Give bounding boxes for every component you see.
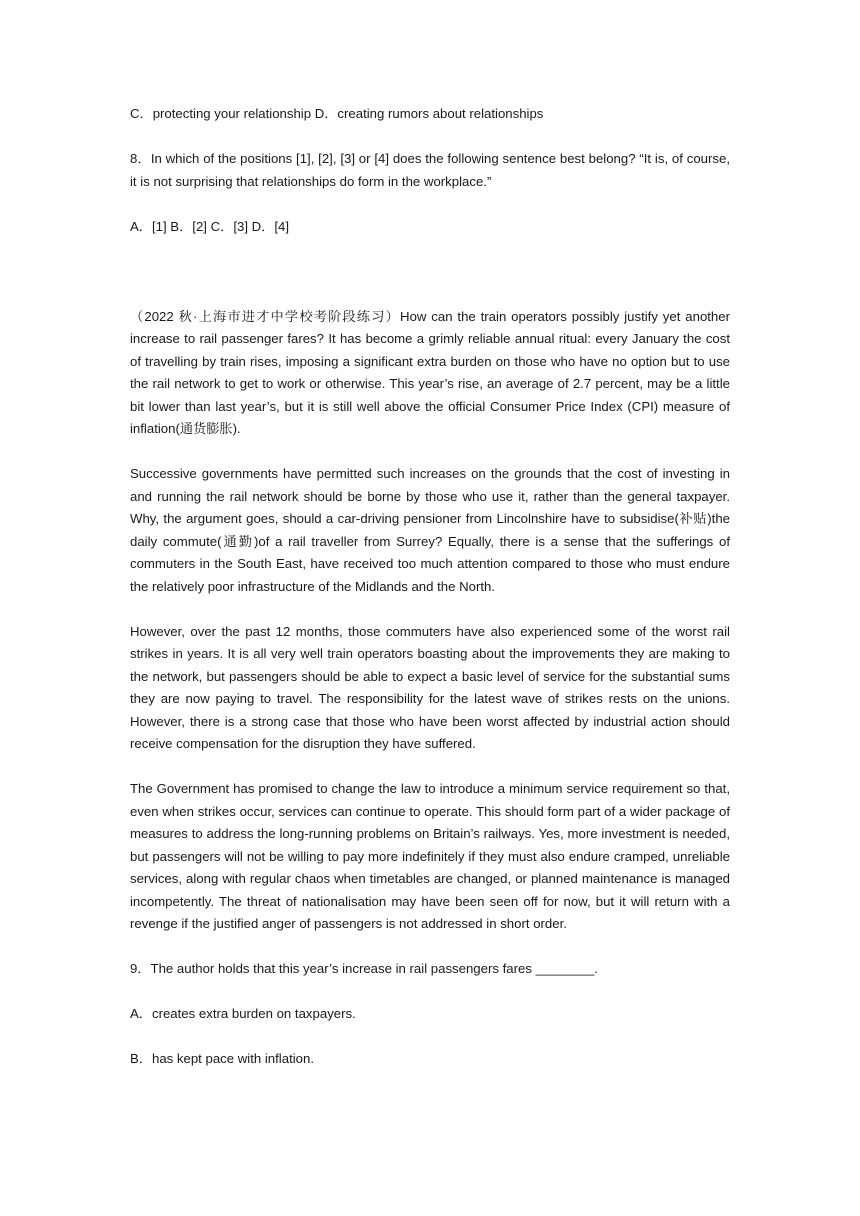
question-8-stem: 8．In which of the positions [1], [2], [3] or [4] does the following sentence best belong? “It is, of course, it is not surprising that relationships do form in the workplace.” <box>130 151 730 189</box>
question-9-stem: 9．The author holds that this year’s increase in rail passengers fares ________. <box>130 961 598 976</box>
question-9-option-b: B．has kept pace with inflation. <box>130 1051 314 1066</box>
question-8-options: A．[1] B．[2] C．[3] D．[4] <box>130 218 290 234</box>
question-9-option-a: A．creates extra burden on taxpayers. <box>130 1006 356 1021</box>
passage-paragraph-2: Successive governments have permitted such increases on the grounds that the cost of investing in and running the rail network should be borne by those who use it, rather than the general taxpayer. Why, the argument goes, should a car-driving pensioner from Lincolnshire have to subsidise(补贴)the daily commute(通勤)of a rail traveller from Surrey? Equally, there is a sense that the sufferings of commuters in the South East, have received too much attention compared to those who must endure the relatively poor infrastructure of the Midlands and the North. <box>130 466 730 594</box>
passage-paragraph-4: The Government has promised to change the law to introduce a minimum service requirement so that, even when strikes occur, services can continue to operate. This should form part of a wider package of measures to address the long-running problems on Britain’s railways. Yes, more investment is needed, but passengers will not be willing to pay more indefinitely if they must also endure cramped, unreliable services, along with regular chaos when timetables are changed, or planned maintenance is managed incompetently. The threat of nationalisation may have been seen off for now, but it will return with a revenge if the justified anger of passengers is not addressed in short order. <box>130 781 730 931</box>
passage-paragraph-3: However, over the past 12 months, those commuters have also experienced some of the worst rail strikes in years. It is all very well train operators boasting about the improvements they are making to the network, but passengers should be able to expect a basic level of service for the substantial sums they are now paying to travel. The responsibility for the latest wave of strikes rests on the unions. However, there is a strong case that those who have been worst affected by industrial action should receive compensation for the disruption they have suffered. <box>130 623 730 751</box>
passage-paragraph-1: （2022 秋·上海市进才中学校考阶段练习）How can the train operators possibly justify yet another increase to rail passenger fares? It has become a grimly reliable annual ritual: every January the cost of travelling by train rises, imposing a significant extra burden on those who have no option but to use the rail network to get to work or otherwise. This year’s rise, an average of 2.7 percent, may be a little bit lower than last year’s, but it is still well above the official Consumer Price Index (CPI) measure of inflation(通货膨胀). <box>130 308 730 436</box>
question-7-options: C．protecting your relationship D．creating rumors about relationships <box>130 106 544 121</box>
document-page <box>130 103 730 1071</box>
